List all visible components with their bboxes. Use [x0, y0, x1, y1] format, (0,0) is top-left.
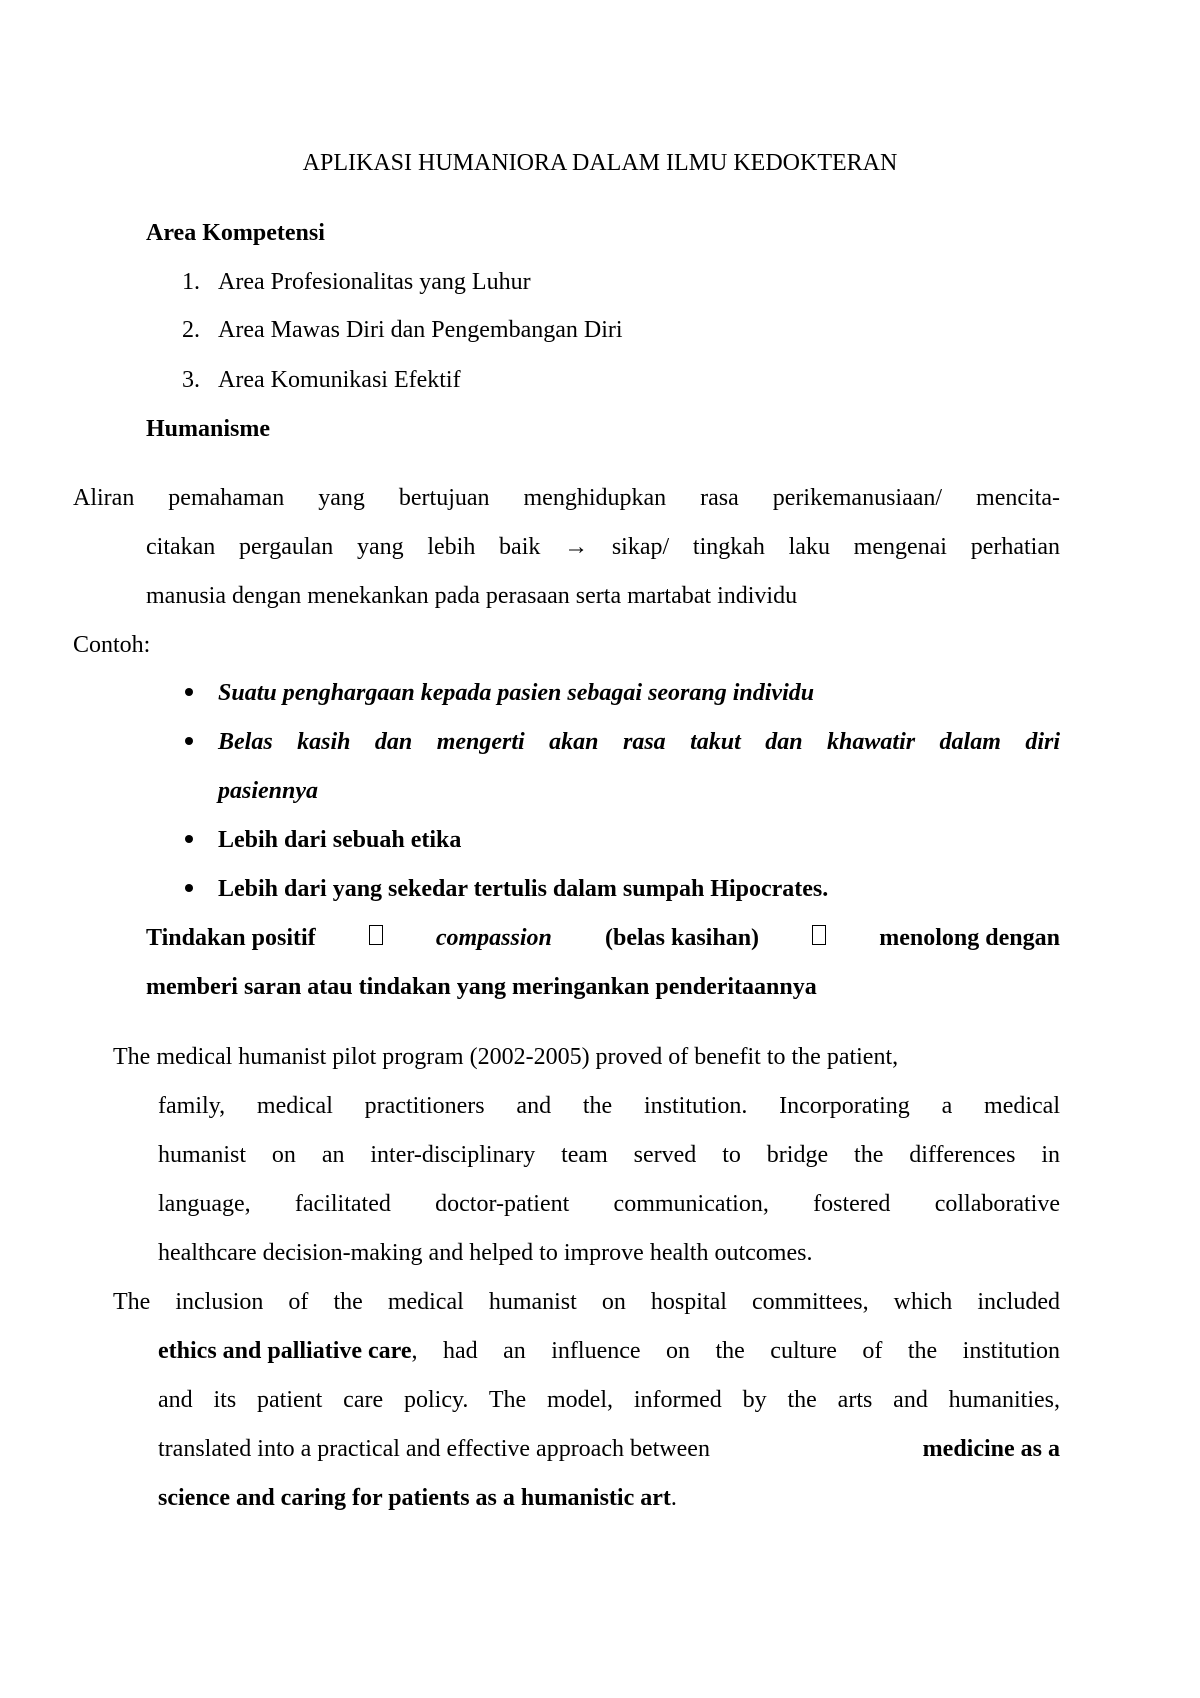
bullet-icon	[185, 737, 193, 745]
list-number: 2.	[182, 317, 200, 343]
menolong-text: menolong dengan	[879, 925, 1060, 951]
definition-line: citakan pergaulan yang lebih baik → sikap/ tingkah laku mengenai perhatian	[146, 534, 1060, 560]
list-text: Area Mawas Diri dan Pengembangan Diri	[218, 317, 623, 343]
compassion-text: compassion	[435, 925, 552, 951]
definition-line: Aliran pemahaman yang bertujuan menghidupkan rasa perikemanusiaan/ mencita-	[73, 485, 1060, 511]
paragraph-line: language, facilitated doctor-patient communication, fostered collaborative	[158, 1191, 1060, 1217]
paragraph-line	[158, 1336, 1060, 1366]
paragraph-line: healthcare decision-making and helped to improve health outcomes.	[158, 1240, 813, 1266]
belas-kasihan-text: (belas kasihan)	[604, 925, 760, 951]
bold-phrase: ethics and palliative care	[158, 1338, 412, 1364]
missing-glyph-icon	[812, 925, 826, 945]
tindakan-line	[146, 923, 1060, 953]
document-title: APLIKASI HUMANIORA DALAM ILMU KEDOKTERAN	[302, 150, 898, 176]
bold-phrase: science and caring for patients as a humanistic art	[158, 1485, 671, 1511]
list-number: 3.	[182, 367, 200, 393]
paragraph-text: , had an influence on the culture of the institution	[411, 1338, 1060, 1364]
paragraph-line: family, medical practitioners and the institution. Incorporating a medical	[158, 1093, 1060, 1119]
area-list-item	[182, 267, 531, 297]
definition-line: manusia dengan menekankan pada perasaan serta martabat individu	[146, 583, 798, 609]
tindakan-line: memberi saran atau tindakan yang meringankan penderitaannya	[146, 974, 817, 1000]
missing-glyph-icon	[369, 925, 383, 945]
example-bullet-item: Lebih dari yang sekedar tertulis dalam sumpah Hipocrates.	[218, 876, 829, 902]
humanisme-heading: Humanisme	[146, 416, 271, 442]
example-bullet-item-continued: pasiennya	[218, 778, 319, 804]
area-list-item	[182, 365, 461, 395]
paragraph-text: .	[670, 1485, 677, 1511]
example-bullet-item: Lebih dari sebuah etika	[218, 827, 462, 853]
list-text: Area Profesionalitas yang Luhur	[218, 269, 531, 295]
paragraph-line: and its patient care policy. The model, informed by the arts and humanities,	[158, 1387, 1060, 1413]
paragraph-line: humanist on an inter-disciplinary team served to bridge the differences in	[158, 1142, 1060, 1168]
contoh-label: Contoh:	[73, 632, 151, 658]
area-list-item	[182, 315, 623, 345]
bullet-icon	[185, 884, 193, 892]
paragraph-line: The inclusion of the medical humanist on hospital committees, which included	[113, 1289, 1060, 1315]
example-bullet-item: Suatu penghargaan kepada pasien sebagai seorang individu	[218, 680, 815, 706]
paragraph-line: The medical humanist pilot program (2002-2005) proved of benefit to the patient,	[113, 1044, 899, 1070]
list-number: 1.	[182, 269, 200, 295]
list-text: Area Komunikasi Efektif	[218, 367, 461, 393]
bullet-icon	[185, 688, 193, 696]
tindakan-text: Tindakan positif	[146, 925, 316, 951]
area-kompetensi-heading: Area Kompetensi	[146, 220, 325, 246]
example-bullet-item: Belas kasih dan mengerti akan rasa takut dan khawatir dalam diri	[218, 729, 1060, 755]
paragraph-line	[158, 1483, 677, 1513]
paragraph-text: translated into a practical and effective approach between	[158, 1436, 710, 1462]
paragraph-line	[158, 1434, 1060, 1464]
bullet-icon	[185, 835, 193, 843]
bold-phrase: medicine as a	[922, 1436, 1060, 1462]
